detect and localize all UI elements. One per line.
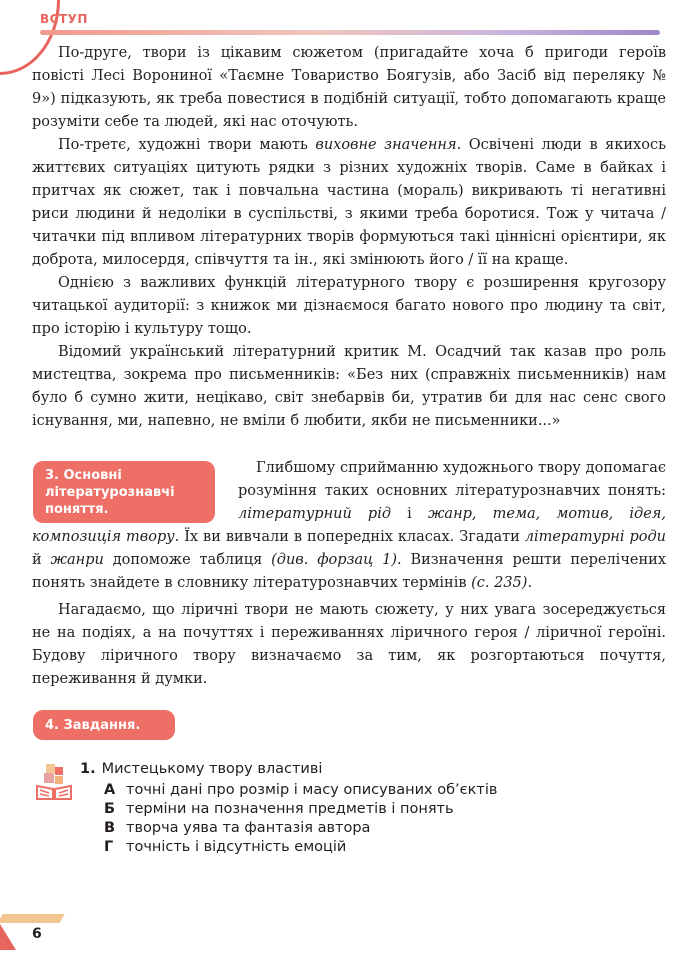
paragraph-3 [32, 272, 666, 341]
section-3-paragraph: Глибшому сприйманню художнього твору допомагає розуміння таких основних літературознавчих понять: літературний рід і жанр, тема, мотив, ідея, композиція твору. Їх ви вивчали в попередніх класах. Згадати літературні роди й жанри допоможе таблиця (див. форзац 1). Визначення решти перелічених понять знайдете в словнику літературознавчих термінів (с. 235). [32, 457, 666, 595]
answer-option-d[interactable] [104, 838, 346, 857]
section-3-heading: 3. Основні літературознавчі поняття. [33, 461, 215, 523]
section-4-heading: 4. Завдання. [33, 710, 175, 740]
lyric-paragraph-text: Нагадаємо, що ліричні твори не мають сюжету, у них увага зосереджується не на подіях, а на почуттях і переживаннях ліричного героя / ліричної героїні. Будову ліричного твору визначаємо за тим, як розгортаються почуття, переживання й думки. [32, 602, 666, 687]
page-reference: (с. 235) [471, 575, 528, 591]
option-letter: А [104, 782, 116, 798]
section-3-paragraph-2 [32, 599, 666, 691]
paragraph-2-emphasis: виховне значення [315, 137, 457, 153]
paragraph-2-text-cont: . Освічені люди в якихось життєвих ситуаціях цитують рядки з різних художніх творів. Саме в байках і притчах як сюжет, так і повчальна частина (мораль) викривають ті негативні риси людини й недоліки в суспільстві, з якими треба боротися. Тож у читача / читачки під впливом літературних творів формуються такі ціннісні орієнтири, як доброта, милосердя, співчуття та ін., які змінюють його / її на краще. [32, 137, 666, 268]
paragraph-4 [32, 341, 666, 433]
reading-book-icon [34, 762, 74, 802]
paragraph-1 [32, 42, 666, 134]
section-title: ВСТУП [40, 12, 88, 26]
heading-float-spacer [32, 457, 238, 517]
answer-option-a[interactable] [104, 781, 497, 800]
answer-option-c[interactable] [104, 819, 370, 838]
footer-accent-triangle [0, 924, 16, 950]
term-literary-kinds: літературні роди [524, 529, 666, 545]
term-genres: жанри [50, 552, 104, 568]
header-gradient-bar [40, 30, 660, 35]
paragraph-2-text: По-третє, художні твори мають [58, 137, 316, 153]
term-list: жанр, тема, мотив, ідея, композиція твору [32, 506, 666, 545]
task-question: Мистецькому твору властиві [101, 761, 323, 777]
option-text: творча уява та фантазія автора [126, 820, 371, 836]
paragraph-4-text: Відомий український літературний критик М. Осадчий так казав про роль мистецтва, зокрема про письменників: «Без них (справжніх письменників) нам було б сумно жити, нецікаво, світ знебарвів би, утратив би для нас сенс свого існування, ми, напевно, не вміли б любити, якби не письменники...» [32, 344, 666, 429]
option-text: терміни на позначення предметів і понять [126, 801, 454, 817]
flyleaf-reference: (див. форзац 1) [271, 552, 397, 568]
task-number: 1. [80, 761, 96, 777]
footer-accent-bar [0, 914, 65, 923]
page-number: 6 [32, 926, 42, 942]
option-text: точні дані про розмір і масу описуваних об’єктів [126, 782, 498, 798]
paragraph-3-text: Однією з важливих функцій літературного твору є розширення кругозору читацької аудиторії: з книжок ми дізнаємося багато нового про людину та світ, про історію і культуру тощо. [32, 275, 666, 337]
task-1-question [80, 760, 322, 779]
option-letter: Б [104, 801, 116, 817]
answer-option-b[interactable] [104, 800, 454, 819]
option-letter: В [104, 820, 116, 836]
paragraph-1-text: По-друге, твори із цікавим сюжетом (пригадайте хоча б пригоди героїв повісті Лесі Ворониної «Таємне Товариство Боягузів, або Засіб від переляку № 9») підказують, як треба повестися в подібній ситуації, тобто допомагають краще розуміти себе та людей, які нас оточують. [32, 45, 666, 130]
term-literary-genre: літературний рід [238, 506, 392, 522]
paragraph-2 [32, 134, 666, 272]
option-text: точність і відсутність емоцій [126, 839, 347, 855]
section-header [0, 0, 680, 30]
option-letter: Г [104, 839, 114, 855]
